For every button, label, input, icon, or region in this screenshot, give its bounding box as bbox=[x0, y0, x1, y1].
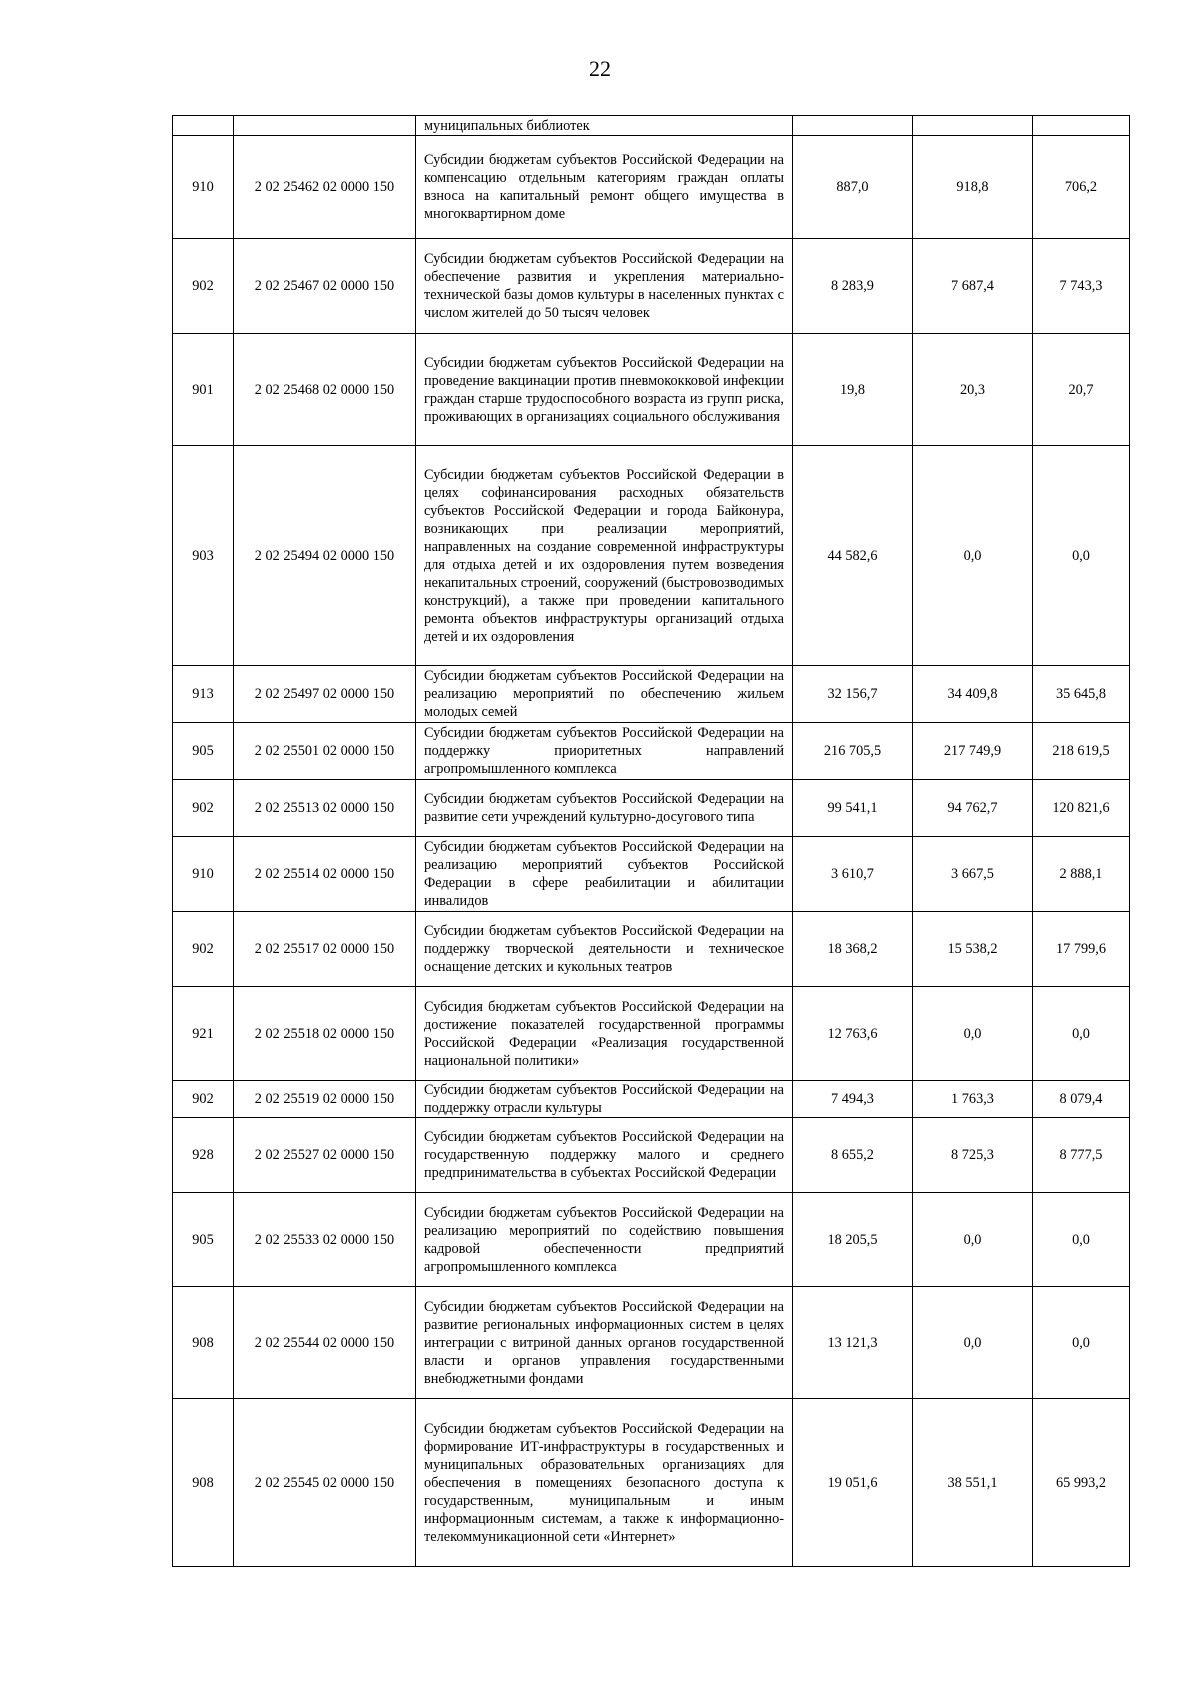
admin-code-cell: 903 bbox=[173, 446, 234, 666]
amount-year2-cell: 918,8 bbox=[913, 136, 1033, 239]
description-cell: Субсидии бюджетам субъектов Российской Федерации на поддержку приоритетных направлений агропромышленного комплекса bbox=[416, 723, 793, 780]
page-number: 22 bbox=[589, 56, 611, 81]
amount-year3-cell: 8 777,5 bbox=[1033, 1118, 1130, 1193]
table-row bbox=[173, 723, 1130, 780]
amount-year3-cell: 2 888,1 bbox=[1033, 837, 1130, 912]
admin-code-cell: 921 bbox=[173, 987, 234, 1081]
amount-year1-cell: 44 582,6 bbox=[793, 446, 913, 666]
admin-code-cell: 902 bbox=[173, 239, 234, 334]
description-cell: Субсидии бюджетам субъектов Российской Федерации в целях софинансирования расходных обязательств субъектов Российской Федерации и города Байконура, возникающих при реализации мероприятий, направленных на создание современной инфраструктуры для отдыха детей и их оздоровления путем возведения некапитальных строений, сооружений (быстровозводимых конструкций), а также при проведении капитального ремонта объектов инфраструктуры организаций отдыха детей и их оздоровления bbox=[416, 446, 793, 666]
budget-code-cell: 2 02 25544 02 0000 150 bbox=[234, 1287, 416, 1399]
amount-year3-cell: 0,0 bbox=[1033, 1193, 1130, 1287]
amount-year2-cell: 38 551,1 bbox=[913, 1399, 1033, 1567]
budget-revenue-table bbox=[172, 115, 1130, 1567]
admin-code-cell: 910 bbox=[173, 837, 234, 912]
amount-year2-cell: 1 763,3 bbox=[913, 1081, 1033, 1118]
amount-year1-cell: 216 705,5 bbox=[793, 723, 913, 780]
amount-year3-cell: 20,7 bbox=[1033, 334, 1130, 446]
table-row bbox=[173, 1399, 1130, 1567]
budget-code-cell: 2 02 25518 02 0000 150 bbox=[234, 987, 416, 1081]
amount-year2-cell: 0,0 bbox=[913, 446, 1033, 666]
description-cell: Субсидии бюджетам субъектов Российской Федерации на формирование ИТ-инфраструктуры в государственных и муниципальных образовательных организациях для обеспечения в помещениях безопасного доступа к государственным, муниципальным и иным информационным системам, а также к информационно-телекоммуникационной сети «Интернет» bbox=[416, 1399, 793, 1567]
description-cell: Субсидии бюджетам субъектов Российской Федерации на реализацию мероприятий по обеспечению жильем молодых семей bbox=[416, 666, 793, 723]
table-row bbox=[173, 780, 1130, 837]
budget-code-cell: 2 02 25467 02 0000 150 bbox=[234, 239, 416, 334]
amount-year1-cell bbox=[793, 116, 913, 136]
amount-year3-cell: 17 799,6 bbox=[1033, 912, 1130, 987]
budget-code-cell: 2 02 25497 02 0000 150 bbox=[234, 666, 416, 723]
amount-year2-cell: 94 762,7 bbox=[913, 780, 1033, 837]
table-row bbox=[173, 1118, 1130, 1193]
admin-code-cell: 905 bbox=[173, 723, 234, 780]
admin-code-cell: 910 bbox=[173, 136, 234, 239]
description-cell: Субсидии бюджетам субъектов Российской Федерации на поддержку отрасли культуры bbox=[416, 1081, 793, 1118]
amount-year1-cell: 18 368,2 bbox=[793, 912, 913, 987]
admin-code-cell bbox=[173, 116, 234, 136]
budget-code-cell: 2 02 25519 02 0000 150 bbox=[234, 1081, 416, 1118]
amount-year1-cell: 32 156,7 bbox=[793, 666, 913, 723]
amount-year1-cell: 8 655,2 bbox=[793, 1118, 913, 1193]
amount-year2-cell bbox=[913, 116, 1033, 136]
amount-year1-cell: 99 541,1 bbox=[793, 780, 913, 837]
table-row bbox=[173, 1081, 1130, 1118]
description-cell: муниципальных библиотек bbox=[416, 116, 793, 136]
amount-year3-cell: 706,2 bbox=[1033, 136, 1130, 239]
amount-year2-cell: 7 687,4 bbox=[913, 239, 1033, 334]
admin-code-cell: 902 bbox=[173, 1081, 234, 1118]
amount-year1-cell: 8 283,9 bbox=[793, 239, 913, 334]
amount-year2-cell: 3 667,5 bbox=[913, 837, 1033, 912]
budget-code-cell: 2 02 25514 02 0000 150 bbox=[234, 837, 416, 912]
description-cell: Субсидии бюджетам субъектов Российской Федерации на поддержку творческой деятельности и техническое оснащение детских и кукольных театров bbox=[416, 912, 793, 987]
description-cell: Субсидии бюджетам субъектов Российской Федерации на государственную поддержку малого и среднего предпринимательства в субъектах Российской Федерации bbox=[416, 1118, 793, 1193]
description-cell: Субсидии бюджетам субъектов Российской Федерации на развитие сети учреждений культурно-досугового типа bbox=[416, 780, 793, 837]
budget-code-cell: 2 02 25494 02 0000 150 bbox=[234, 446, 416, 666]
table-row bbox=[173, 334, 1130, 446]
amount-year1-cell: 18 205,5 bbox=[793, 1193, 913, 1287]
amount-year2-cell: 0,0 bbox=[913, 1287, 1033, 1399]
table-row bbox=[173, 446, 1130, 666]
amount-year1-cell: 19,8 bbox=[793, 334, 913, 446]
amount-year3-cell: 0,0 bbox=[1033, 987, 1130, 1081]
admin-code-cell: 905 bbox=[173, 1193, 234, 1287]
description-cell: Субсидия бюджетам субъектов Российской Федерации на достижение показателей государственной программы Российской Федерации «Реализация государственной национальной политики» bbox=[416, 987, 793, 1081]
amount-year2-cell: 0,0 bbox=[913, 987, 1033, 1081]
budget-code-cell: 2 02 25501 02 0000 150 bbox=[234, 723, 416, 780]
description-cell: Субсидии бюджетам субъектов Российской Федерации на обеспечение развития и укрепления материально-технической базы домов культуры в населенных пунктах с числом жителей до 50 тысяч человек bbox=[416, 239, 793, 334]
budget-code-cell: 2 02 25533 02 0000 150 bbox=[234, 1193, 416, 1287]
amount-year3-cell: 218 619,5 bbox=[1033, 723, 1130, 780]
amount-year1-cell: 19 051,6 bbox=[793, 1399, 913, 1567]
amount-year3-cell: 35 645,8 bbox=[1033, 666, 1130, 723]
admin-code-cell: 928 bbox=[173, 1118, 234, 1193]
table-row bbox=[173, 116, 1130, 136]
table-row bbox=[173, 987, 1130, 1081]
amount-year2-cell: 0,0 bbox=[913, 1193, 1033, 1287]
amount-year1-cell: 7 494,3 bbox=[793, 1081, 913, 1118]
budget-code-cell: 2 02 25513 02 0000 150 bbox=[234, 780, 416, 837]
description-cell: Субсидии бюджетам субъектов Российской Федерации на проведение вакцинации против пневмококковой инфекции граждан старше трудоспособного возраста из групп риска, проживающих в организациях социального обслуживания bbox=[416, 334, 793, 446]
amount-year3-cell: 7 743,3 bbox=[1033, 239, 1130, 334]
amount-year2-cell: 34 409,8 bbox=[913, 666, 1033, 723]
table-row bbox=[173, 1193, 1130, 1287]
amount-year2-cell: 20,3 bbox=[913, 334, 1033, 446]
amount-year3-cell bbox=[1033, 116, 1130, 136]
budget-code-cell: 2 02 25462 02 0000 150 bbox=[234, 136, 416, 239]
description-cell: Субсидии бюджетам субъектов Российской Федерации на развитие региональных информационных систем в целях интеграции с витриной данных органов государственной власти и органов управления государственными внебюджетными фондами bbox=[416, 1287, 793, 1399]
amount-year3-cell: 65 993,2 bbox=[1033, 1399, 1130, 1567]
budget-code-cell: 2 02 25545 02 0000 150 bbox=[234, 1399, 416, 1567]
table-row bbox=[173, 239, 1130, 334]
amount-year2-cell: 217 749,9 bbox=[913, 723, 1033, 780]
table-row bbox=[173, 912, 1130, 987]
description-cell: Субсидии бюджетам субъектов Российской Федерации на компенсацию отдельным категориям граждан оплаты взноса на капитальный ремонт общего имущества в многоквартирном доме bbox=[416, 136, 793, 239]
amount-year2-cell: 15 538,2 bbox=[913, 912, 1033, 987]
budget-code-cell bbox=[234, 116, 416, 136]
amount-year1-cell: 3 610,7 bbox=[793, 837, 913, 912]
amount-year3-cell: 0,0 bbox=[1033, 1287, 1130, 1399]
amount-year2-cell: 8 725,3 bbox=[913, 1118, 1033, 1193]
description-cell: Субсидии бюджетам субъектов Российской Федерации на реализацию мероприятий субъектов Российской Федерации в сфере реабилитации и абилитации инвалидов bbox=[416, 837, 793, 912]
amount-year3-cell: 0,0 bbox=[1033, 446, 1130, 666]
description-cell: Субсидии бюджетам субъектов Российской Федерации на реализацию мероприятий по содействию повышения кадровой обеспеченности предприятий агропромышленного комплекса bbox=[416, 1193, 793, 1287]
table-row bbox=[173, 1287, 1130, 1399]
admin-code-cell: 902 bbox=[173, 780, 234, 837]
amount-year1-cell: 12 763,6 bbox=[793, 987, 913, 1081]
admin-code-cell: 901 bbox=[173, 334, 234, 446]
table-row bbox=[173, 136, 1130, 239]
amount-year1-cell: 887,0 bbox=[793, 136, 913, 239]
table-row bbox=[173, 666, 1130, 723]
admin-code-cell: 913 bbox=[173, 666, 234, 723]
admin-code-cell: 908 bbox=[173, 1399, 234, 1567]
budget-code-cell: 2 02 25527 02 0000 150 bbox=[234, 1118, 416, 1193]
amount-year1-cell: 13 121,3 bbox=[793, 1287, 913, 1399]
table-row bbox=[173, 837, 1130, 912]
budget-code-cell: 2 02 25468 02 0000 150 bbox=[234, 334, 416, 446]
admin-code-cell: 902 bbox=[173, 912, 234, 987]
amount-year3-cell: 8 079,4 bbox=[1033, 1081, 1130, 1118]
admin-code-cell: 908 bbox=[173, 1287, 234, 1399]
amount-year3-cell: 120 821,6 bbox=[1033, 780, 1130, 837]
budget-code-cell: 2 02 25517 02 0000 150 bbox=[234, 912, 416, 987]
